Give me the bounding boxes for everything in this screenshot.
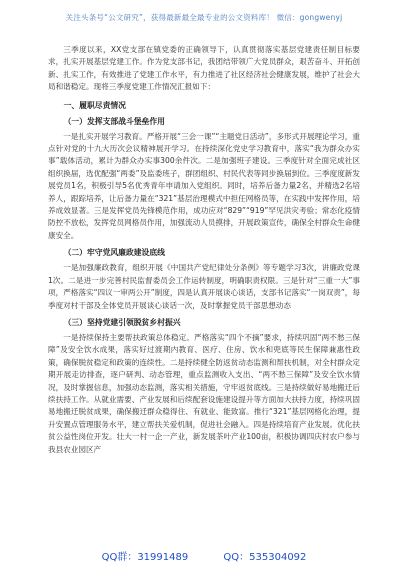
subheading-1: （一）发挥支部战斗堡垒作用 [63,116,165,126]
paragraph-1: 一是扎实开展学习教育。严格开展“三会一课”“主题党日活动”，多形式开展理论学习，重点针对党的十九大历次会议精神展开学习。在持续深化党史学习教育中，落实“我为群众办实事”载体活动，累计为群众办实事300余件次。二是加强班子建设。三季度针对全面完成社区组织换届，选优配强“两委”及监委班子，群团组织、村民代表等同步换届到位。三季度度新发展党员1名，积极引导5名优秀青年申请加入党组织。同时，培养后备力量2名，并精选2名培养人，跟踪培养，让后备力量在“321”基层治理模式中担任网格员等，在实践中发挥作用，培养成效显著。三是发挥党员先锋模范作用，成功应对“829”“919”罕见洪灾考验；常态化疫情防控不放松，发挥党员网格员作用，加强流动人员摸排，开展政策宣传，确保全村群众生命健康安全。 [48,131,360,240]
header-banner: 关注头条号“公文研究”，获得最新最全最专业的公文资料库！ 微信：gongwenyj [65,13,343,22]
section-heading-1: 一、履职尽责情况 [63,100,126,110]
paragraph-2: 一是加强廉政教育，组织开展《中国共产党纪律处分条例》等专题学习3次，讲廉政党课1次。二是进一步完善村民监督委员会工作运转制度，明确职责权限。三是针对“三重一大”事项，严格落实“四议一审两公开”制度，四是认真开展谈心谈话，支部书记落实“一岗双责”，每季度对村干部及全体党员开展谈心谈话一次，及时掌握党员干部思想动态 [48,263,360,310]
subheading-2: （二）牢守党风廉政建设底线 [63,248,165,258]
subheading-3: （三）坚持党建引领脱贫乡村振兴 [63,317,181,327]
footer-contact [0,548,408,563]
footer-qq: QQ：535304092 [223,552,307,563]
paragraph-3: 一是持续保持主要帮扶政策总体稳定。严格落实“四个不摘”要求，持续巩固“两不愁三保障”及安全饮水成果，落实好过渡期内教育、医疗、住房、饮水和兜底等民生保障兼惠性政策，确保脱贫稳定和政策的连续性。二是持续健全防返贫动态监测和帮扶机制，对全村群众定期开展走访排查，逐户研判、动态管理，重点监测收入支出、“两不愁三保障”及安全饮水情况，及时掌握信息，加强动态监测，落实相关措施，守牢返贫底线。三是持续做好易地搬迁后续扶持工作。从就业需要、产业发展和后续配套设施建设提升等方面加大扶持力度，持续巩固易地搬迁脱贫成果，确保搬迁群众稳得住、有就业、能致富。推行“321”基层网格化治理，提升安置点管理服务水平，建立帮扶关爱机制，促进社会融入。四是持续培育产业发展。优化扶贫公益性岗位开发。壮大一村一企一产业，新发展茶叶产业100亩，积极协调四庆村农户参与我县农业园区产 [48,332,360,454]
footer-qq-group: QQ群：31991489 [101,552,189,563]
intro-paragraph: 三季度以来，XX党支部在镇党委的正确领导下，认真贯彻落实基层党建责任制目标要求，扎实开展基层党建工作。作为党支部书记，我团结带领广大党员群众，艰苦奋斗、开拓创新、扎实工作，有效推进了党建工作水平，有力推进了社区经济社会健康发展，维护了社会大局和谐稳定。现将三季度党建工作情况汇报如下： [48,45,360,92]
document-body [48,44,360,456]
